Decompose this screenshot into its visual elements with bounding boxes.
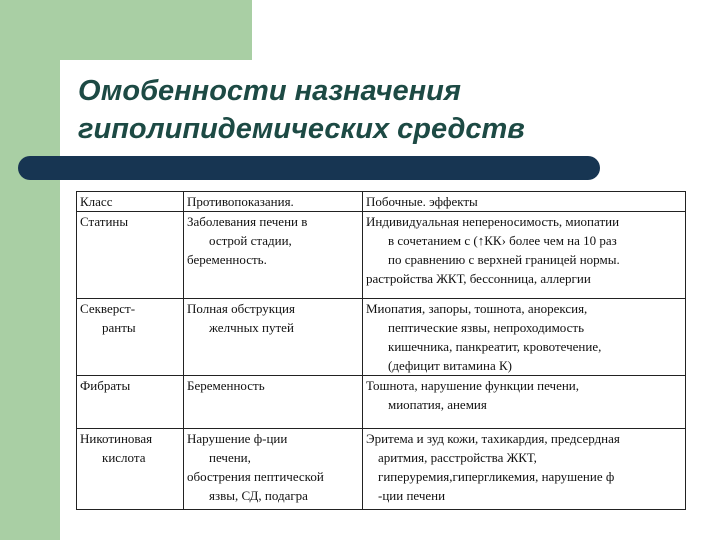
cell-line: Секверст- [80,301,136,316]
cell-line: ранты [102,320,136,335]
cell-line: печени, [209,450,251,465]
cell-side-effects [363,299,686,376]
cell-line: беременность. [187,252,267,267]
table-row [77,429,686,510]
cell-line: Статины [80,214,129,229]
cell-contraindications [184,429,363,510]
slide-title [78,72,678,148]
table-header-row [77,192,686,212]
table-row [77,212,686,299]
cell-line: Тошнота, нарушение функции печени, [366,378,580,393]
cell-line: растройства ЖКТ, бессонница, аллергии [366,271,591,286]
cell-line: пептические язвы, непроходимость [388,320,584,335]
cell-line: -ции печени [378,488,446,503]
cell-line: Полная обструкция [187,301,295,316]
cell-contraindications [184,376,363,429]
cell-class [77,429,184,510]
cell-line: Индивидуальная непереносимость, миопатии [366,214,620,229]
cell-line: Никотиновая [80,431,153,446]
header-side-effects: Побочные. эффекты [363,192,686,212]
cell-side-effects [363,212,686,299]
cell-line: Миопатия, запоры, тошнота, анорексия, [366,301,588,316]
cell-line: гиперуремия,гипергликемия, нарушение ф [378,469,615,484]
header-class: Класс [77,192,184,212]
cell-contraindications [184,212,363,299]
drug-table [76,191,686,510]
cell-class [77,212,184,299]
cell-side-effects [363,376,686,429]
slide-title-line-1: Омобенности назначения [78,75,461,107]
table-row [77,376,686,429]
cell-contraindications [184,299,363,376]
cell-line: (дефицит витамина К) [388,358,512,373]
cell-line: Фибраты [80,378,131,393]
header-contraindications: Противопоказания. [184,192,363,212]
cell-line: обострения пептической [187,469,324,484]
cell-line: острой стадии, [209,233,292,248]
slide-title-line-2: гиполипидемических средств [78,113,525,145]
cell-line: Заболевания печени в [187,214,308,229]
cell-class [77,376,184,429]
table-row [77,299,686,376]
cell-line: Эритема и зуд кожи, тахикардия, предсердная [366,431,620,446]
cell-line: Беременность [187,378,265,393]
cell-side-effects [363,429,686,510]
cell-line: язвы, СД, подагра [209,488,308,503]
cell-line: кишечника, панкреатит, кровотечение, [388,339,602,354]
cell-line: Нарушение ф-ции [187,431,288,446]
cell-line: аритмия, расстройства ЖКТ, [378,450,537,465]
cell-class [77,299,184,376]
cell-line: по сравнению с верхней границей нормы. [388,252,620,267]
cell-line: желчных путей [209,320,294,335]
cell-line: кислота [102,450,146,465]
cell-line: миопатия, анемия [388,397,487,412]
title-divider-bar [18,156,600,180]
cell-line: в сочетанием с (↑КК› более чем на 10 раз [388,233,617,248]
